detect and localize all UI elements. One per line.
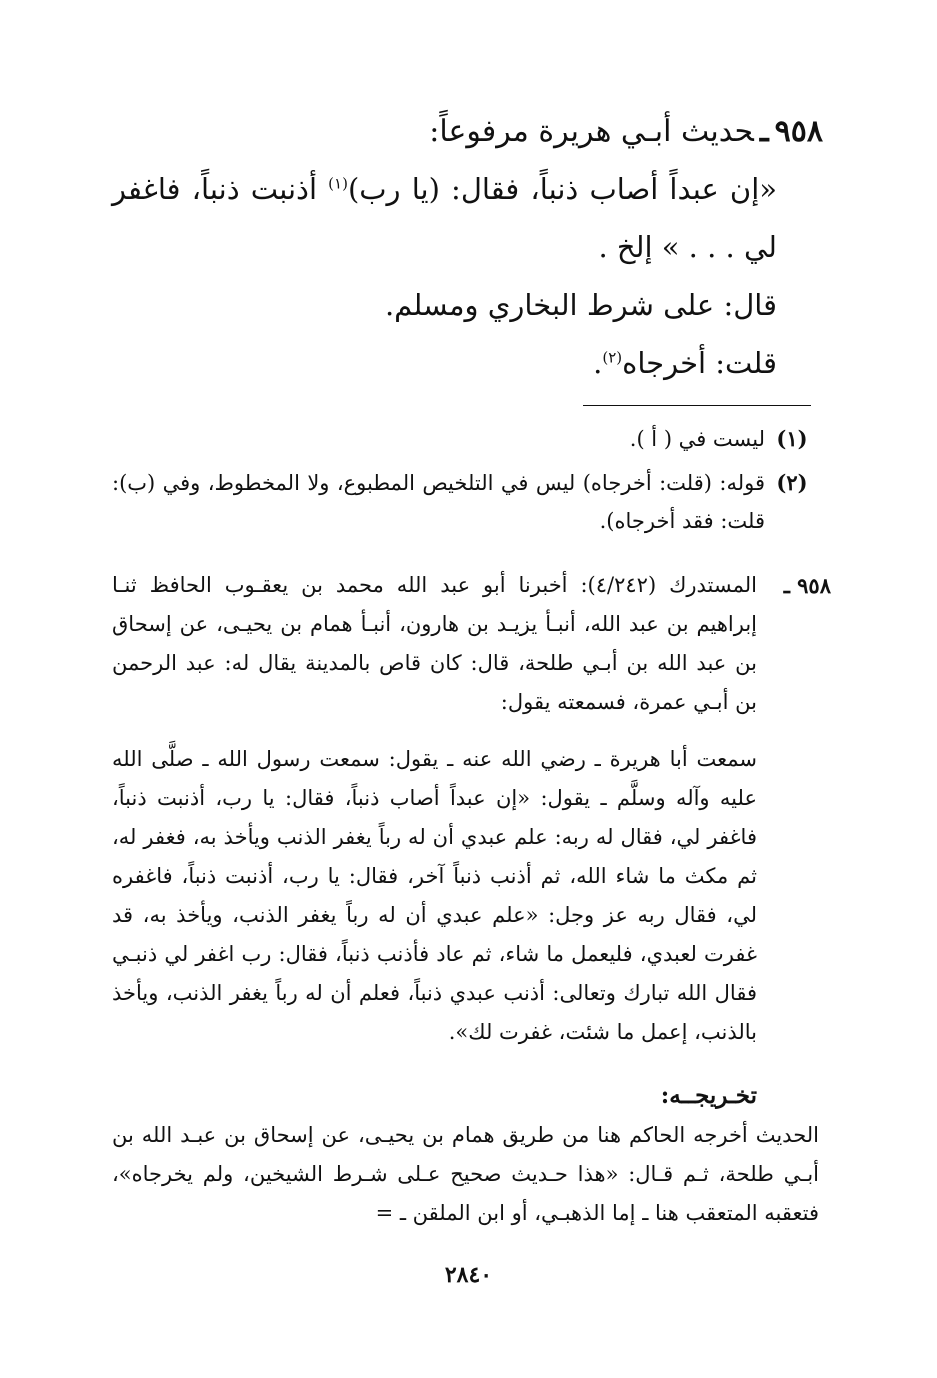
footnote-number: (١) xyxy=(776,426,808,451)
qultu-end: . xyxy=(593,346,603,380)
commentary-intro: المستدرك (٤/٢٤٢): أخبرنا أبو عبد الله محمد بن يعقـوب الحافظ ثنـا إبراهيم بن عبد الله، أنبـأ يزيـد بن هارون، أنبـأ همام بن يحيـى، عن إسحاق بن عبد الله بن أبـي طلحة، قال: كان قاص بالمدينة يقال له: عبد الرحمن بن أبـي عمرة، فسمعته يقول: xyxy=(112,573,757,714)
hadith-title: حديث أبـي هريرة مرفوعاً: xyxy=(429,114,754,149)
footnote-text: ليست في ( أ ). xyxy=(629,427,765,451)
footnote-ref-2: (٢) xyxy=(602,348,623,367)
hadith-entry xyxy=(112,108,823,392)
heading-dash: ـ xyxy=(759,114,769,149)
page-number: ٢٨٤٠ xyxy=(444,1262,493,1288)
footnote-item xyxy=(112,420,819,458)
hadith-quote xyxy=(112,160,817,276)
footnote-separator xyxy=(583,405,811,406)
footnotes xyxy=(112,420,819,546)
qala-text: قال: على شرط البخاري ومسلم. xyxy=(384,288,777,322)
takhrij-text: الحديث أخرجه الحاكم هنا من طريق همام بن يحيـى، عن إسحاق بن عبـد الله بن أبـي طلحة، ثـم قـال: «هذا حـديث صحيح عـلى شـرط الشيخين، ولم يخرجاه»، فتعقبه المتعقب هنا ـ إما الذهبـي، أو ابن الملقن ـ = xyxy=(112,1123,819,1225)
commentary-number: ٩٥٨ ـ xyxy=(783,573,831,598)
hadith-number: ٩٥٨ xyxy=(774,114,823,149)
qultu-line xyxy=(112,334,817,392)
takhrij-heading: تخـريجــه: xyxy=(660,1082,757,1109)
footnote-item xyxy=(112,464,819,540)
qala-line xyxy=(112,276,817,334)
commentary-head xyxy=(112,566,831,722)
commentary-hadith-text: سمعت أبا هريرة ـ رضي الله عنه ـ يقول: سمعت رسول الله ـ صلَّى الله عليه وآله وسلَّم ـ يقول: «إن عبداً أصاب ذنباً، فقال: يا رب، أذنبت ذنباً، فاغفر لي، فقال له ربه: علم عبدي أن له رباً يغفر الذنب ويأخذ به، فغفر له، ثم مكث ما شاء الله، ثم أذنب ذنباً آخر، فقال: يا رب، أذنبت ذنباً، فاغفره لي، فقال ربه عز وجل: «علم عبدي أن له رباً يغفر الذنب، ويأخذ به، قد غفرت لعبدي، فليعمل ما شاء، ثم عاد فأذنب ذنباً، فقال: رب اغفر لي ذنبـي فقال الله تبارك وتعالى: أذنب عبدي ذنباً، فعلم أن له رباً يغفر الذنب، ويأخذ بالذنب، إعمل ما شئت، غفرت لك». xyxy=(112,747,757,1044)
footnote-number: (٢) xyxy=(776,470,808,495)
footnote-text: قوله: (قلت: أخرجاه) ليس في التلخيص المطبوع، ولا المخطوط، وفي (ب): قلت: فقد أخرجاه). xyxy=(112,471,765,533)
quote-part-2: أذنبت ذنباً، فاغفر لي . . . » إلخ . xyxy=(112,172,777,264)
quote-part-1: «إن عبداً أصاب ذنباً، فقال: (يا رب) xyxy=(347,172,777,206)
qultu-text: قلت: أخرجاه xyxy=(622,346,777,380)
commentary-block xyxy=(112,566,831,1233)
footnote-ref-1: (١) xyxy=(328,174,348,193)
hadith-heading xyxy=(112,108,823,156)
